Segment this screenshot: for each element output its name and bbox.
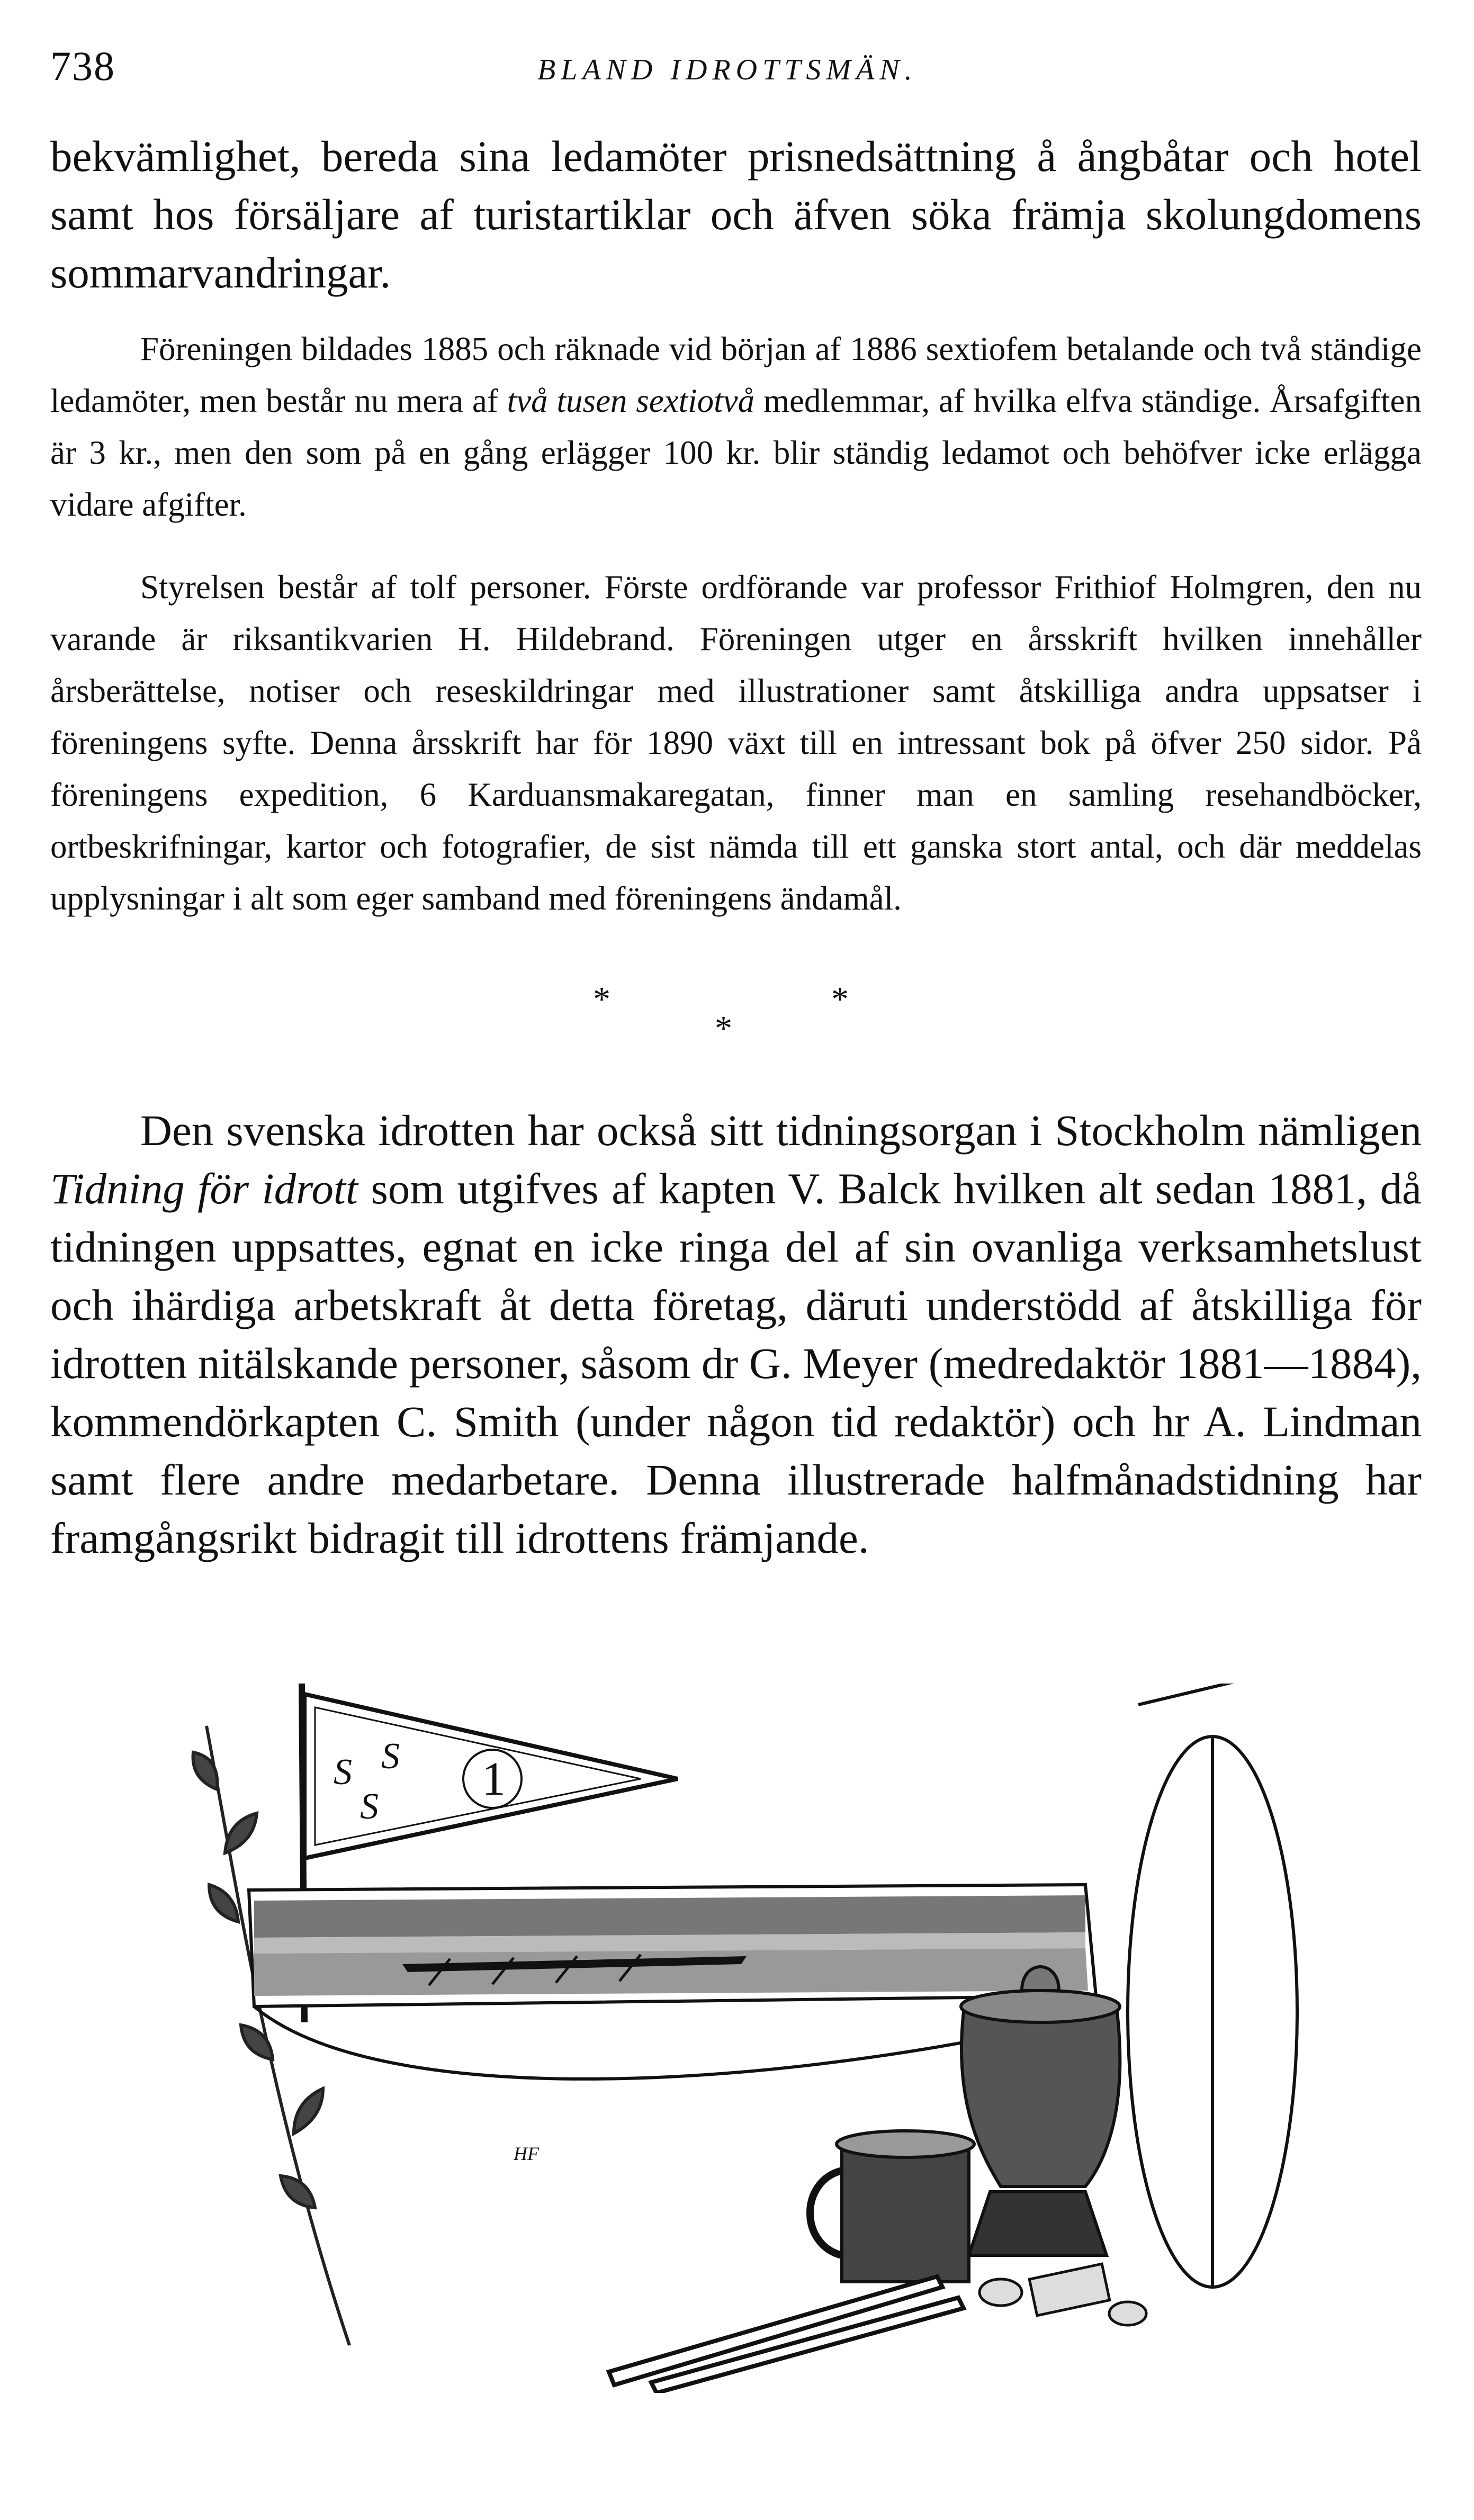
italic-text-run: två tusen sextiotvå (507, 382, 755, 419)
tankard-icon (810, 2131, 974, 2282)
running-title: BLAND IDROTTSMÄN. (537, 53, 918, 86)
medals-icon (979, 2264, 1146, 2325)
bicycle-wheel-icon (1128, 1684, 1297, 2287)
paragraph-continuation: bekvämlighet, bereda sina ledamöter prisnedsättning å ångbåtar och hotel samt hos försäljare af turistartiklar och äfven söka främja skolungdomens sommarvandringar. (50, 132, 1422, 297)
pennant-letter: S (334, 1752, 352, 1793)
pennant-number: 1 (482, 1753, 506, 1805)
sports-illustration (175, 1684, 1329, 2393)
paragraph-newspaper (50, 1101, 1422, 1567)
separator-star: * (715, 1009, 732, 1048)
pennant-letter: S (381, 1736, 400, 1777)
paragraph-founding (50, 323, 1422, 530)
text-run: Föreningen bildades 1885 och räknade vid början af 1886 sextiofem betalande och två ständige ledamöter, men består nu mera af (50, 330, 1422, 419)
italic-text-run: Tidning för idrott (50, 1164, 358, 1213)
paragraph-board: Styrelsen består af tolf personer. Förste ordförande var professor Frithiof Holmgren, den nu varande är riksantikvarien H. Hildebrand. Föreningen utger en årsskrift hvilken innehåller årsberättelse, notiser och reseskildringar med illustrationer samt åtskilliga andra uppsatser i föreningens syfte. Denna årsskrift har för 1890 växt till en intressant bok på öfver 250 sidor. På föreningens expedition, 6 Karduansmakaregatan, finner man en samling resehandböcker, ortbeskrifningar, kartor och fotografier, de sist nämda till ett ganska stort antal, och där meddelas upplysningar i alt som eger samband med föreningens ändamål. (50, 569, 1422, 917)
pennant-letter: S (360, 1786, 379, 1827)
page-header (50, 37, 1427, 95)
artist-signature: HF (514, 2143, 539, 2164)
separator-star: * (593, 980, 610, 1019)
page-number: 738 (50, 43, 115, 89)
skis-icon (609, 2276, 964, 2393)
section-separator (582, 979, 889, 1054)
text-run: som utgifves af kapten V. Balck hvilken alt sedan 1881, då tidningen uppsattes, egnat en icke ringa del af sin ovanliga verksamhetslust och ihärdiga arbetskraft åt detta företag, däruti understödd af åtskilliga för idrotten nitälskande personer, såsom dr G. Meyer (medredaktör 1881—1884), kommendörkapten C. Smith (under någon tid redaktör) och hr A. Lindman samt flere andre medarbetare. Denna illustrerade halfmånadstidning har framgångsrikt bidragit till idrottens främjande. (50, 1164, 1422, 1562)
text-run: Den svenska idrotten har också sitt tidningsorgan i Stockholm nämligen (140, 1106, 1422, 1155)
separator-star: * (831, 980, 849, 1019)
text-run: medlemmar, af hvilka elfva ständige. Årsafgiften är 3 kr., men den som på en gång erlägger 100 kr. blir ständig ledamot och behöfver icke erlägga vidare afgifter. (50, 382, 1422, 523)
trophy-cup-icon (961, 1967, 1120, 2255)
